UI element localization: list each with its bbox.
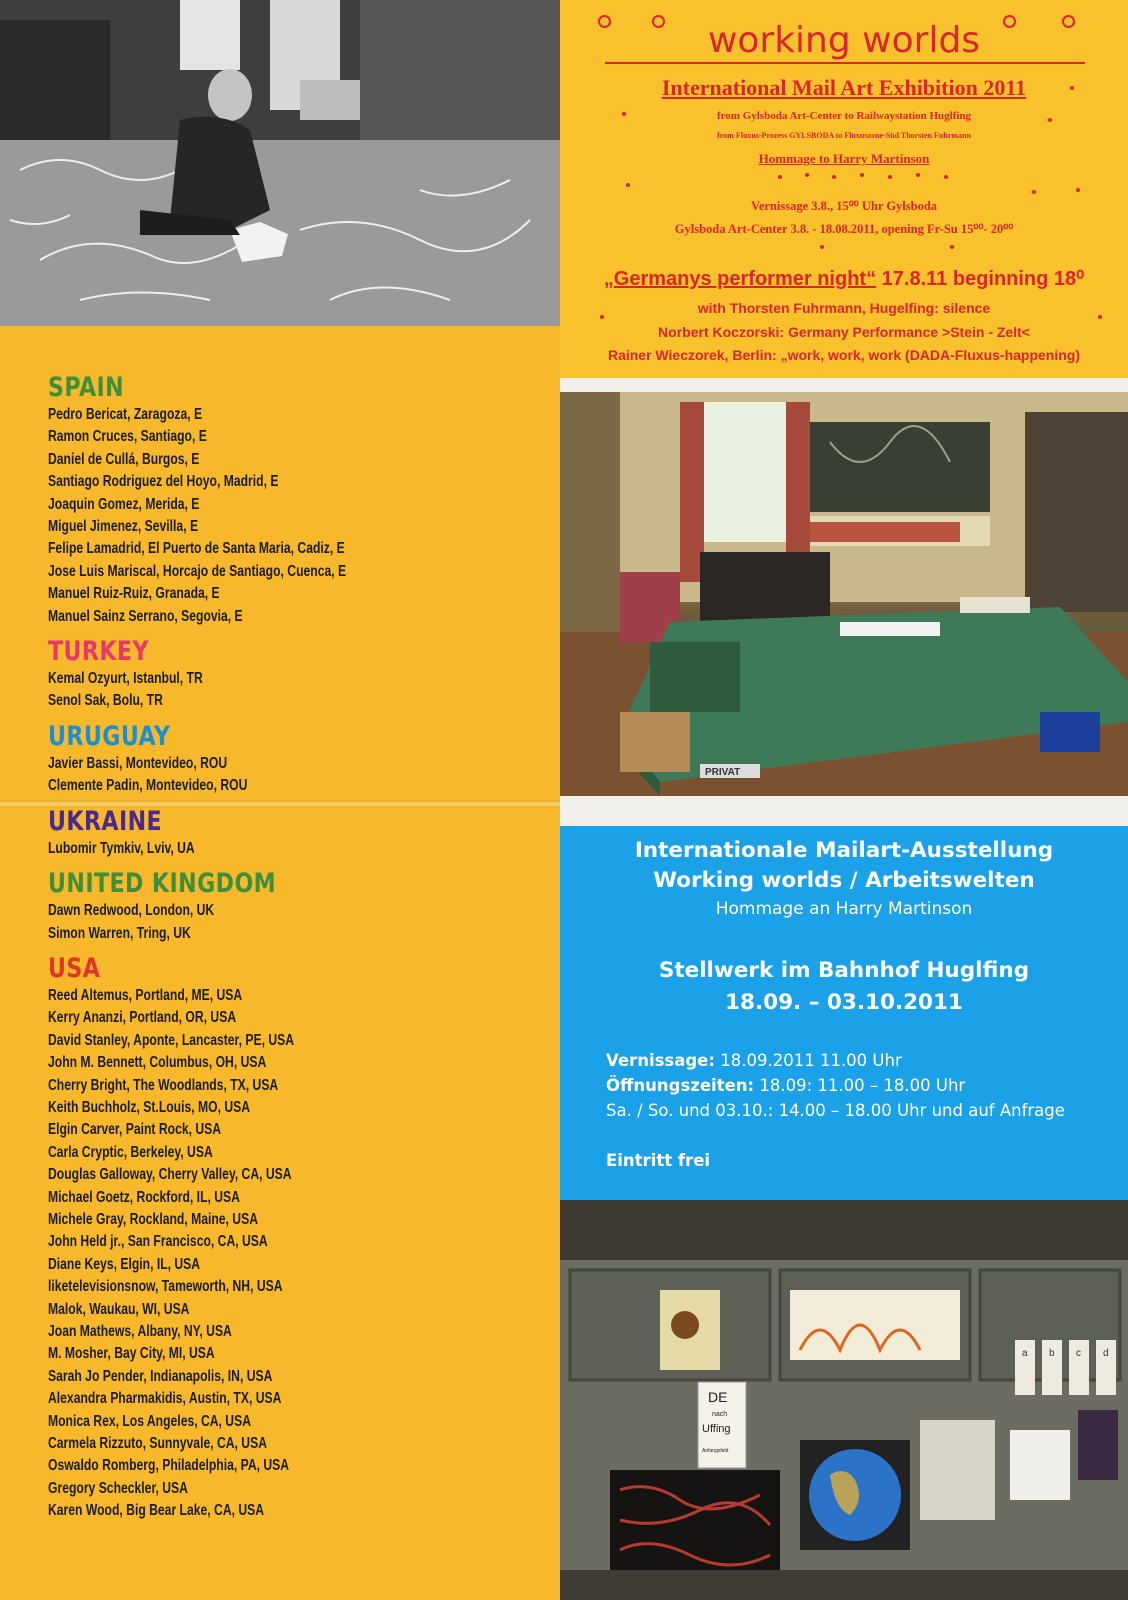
artist-entry: Kerry Ananzi, Portland, OR, USA (48, 1009, 237, 1027)
info-dates: 18.09. – 03.10.2011 (725, 990, 963, 1015)
artist-entry: Sarah Jo Pender, Indianapolis, IN, USA (48, 1367, 273, 1385)
route-line-2: from Fluxus-Prozess GYLSBODA to Fluxuszone-Süd Thorsten Fuhrmann (717, 131, 971, 140)
artist-entry: Manuel Sainz Serrano, Segovia, E (48, 607, 243, 625)
box-letter: b (1049, 1348, 1055, 1359)
performer-night-title (560, 266, 1128, 291)
decor-dot (805, 173, 809, 177)
route-line-1: from Gylsboda Art-Center to Railwaystation Huglfing (716, 110, 972, 122)
artist-entry: Joaquin Gomez, Merida, E (48, 495, 200, 513)
decor-dot (888, 175, 892, 179)
artist-list (48, 364, 548, 1523)
opening-line: Gylsboda Art-Center 3.8. - 18.08.2011, opening Fr-Su 15⁰⁰- 20⁰⁰ (674, 222, 1014, 236)
artist-entry: Javier Bassi, Montevideo, ROU (48, 754, 228, 772)
artist-entry: Monica Rex, Los Angeles, CA, USA (48, 1412, 251, 1430)
decor-dot (1032, 190, 1036, 194)
artist-entry: Lubomir Tymkiv, Lviv, UA (48, 839, 195, 857)
exhibition-title: International Mail Art Exhibition 2011 (661, 75, 1027, 100)
artist-entry: Cherry Bright, The Woodlands, TX, USA (48, 1076, 279, 1094)
box-card-uffing: Uffing (702, 1423, 731, 1435)
decor-dot (950, 245, 954, 249)
decor-dot (832, 175, 836, 179)
signal-box-photo (560, 1200, 1128, 1600)
info-vernissage (606, 1048, 1086, 1073)
info-heading-1: Internationale Mailart-Ausstellung (634, 838, 1054, 863)
artist-entry: Dawn Redwood, London, UK (48, 902, 215, 920)
artist-photo-illustration (0, 0, 560, 326)
decor-dot (1048, 118, 1052, 122)
artist-entry: Diane Keys, Elgin, IL, USA (48, 1255, 201, 1273)
artist-entry: Carla Cryptic, Berkeley, USA (48, 1143, 213, 1161)
artist-entry: Malok, Waukau, WI, USA (48, 1300, 190, 1318)
country-heading: TURKEY (48, 636, 149, 668)
country-heading: UKRAINE (48, 805, 163, 837)
decor-dot (1076, 188, 1080, 192)
info-hours-extra: Sa. / So. und 03.10.: 14.00 – 18.00 Uhr und auf Anfrage (606, 1101, 1065, 1120)
artist-photo (0, 0, 560, 326)
artist-entry: Michele Gray, Rockland, Maine, USA (48, 1210, 258, 1228)
vernissage-line: Vernissage 3.8., 15⁰⁰ Uhr Gylsboda (750, 199, 938, 213)
box-letter: c (1076, 1348, 1081, 1359)
artist-entry: Pedro Bericat, Zaragoza, E (48, 406, 203, 423)
info-subheading: Hommage an Harry Martinson (715, 899, 973, 919)
room-table-sign: PRIVAT (705, 767, 741, 778)
box-card-anfangsfeld: Anfangsfeld (702, 1448, 729, 1454)
artist-entry: Kemal Ozyurt, Istanbul, TR (48, 670, 203, 688)
hommage-line: Hommage to Harry Martinson (758, 151, 930, 166)
artist-entry: Karen Wood, Big Bear Lake, CA, USA (48, 1502, 265, 1520)
artist-entry: M. Mosher, Bay City, MI, USA (48, 1345, 215, 1363)
decor-dot (1070, 86, 1074, 90)
artist-entry: Daniel de Cullá, Burgos, E (48, 450, 200, 468)
artist-entry: John Held jr., San Francisco, CA, USA (48, 1233, 268, 1251)
info-venue: Stellwerk im Bahnhof Huglfing (658, 958, 1030, 983)
artist-entry: Ramon Cruces, Santiago, E (48, 428, 207, 446)
artist-entry: Jose Luis Mariscal, Horcajo de Santiago, Cuenca, E (48, 562, 347, 580)
artist-entry: Alexandra Pharmakidis, Austin, TX, USA (48, 1390, 282, 1408)
country-heading: SPAIN (48, 372, 125, 403)
artist-entry: Oswaldo Romberg, Philadelphia, PA, USA (48, 1457, 290, 1475)
artist-entry: Felipe Lamadrid, El Puerto de Santa Maria, Cadiz, E (48, 540, 345, 558)
country-heading: USA (48, 952, 101, 984)
gallery-room-illustration (560, 392, 1128, 796)
artist-entry: Clemente Padin, Montevideo, ROU (48, 777, 248, 795)
artist-entry: John M. Bennett, Columbus, OH, USA (48, 1054, 267, 1072)
decor-dot (860, 173, 864, 177)
decor-dot (916, 173, 920, 177)
artist-entry: Joan Mathews, Albany, NY, USA (48, 1323, 232, 1340)
hours-value: 18.09: 11.00 – 18.00 Uhr (754, 1076, 966, 1095)
artist-entry: Michael Goetz, Rockford, IL, USA (48, 1188, 240, 1206)
signal-box-illustration (560, 1200, 1128, 1600)
performer-1: with Thorsten Fuhrmann, Hugelfing: silence (697, 300, 991, 316)
artist-entry: Gregory Scheckler, USA (48, 1479, 188, 1497)
flyer-title: working worlds (707, 20, 981, 61)
exhibition-info-panel (560, 826, 1128, 1200)
info-entry: Eintritt frei (606, 1151, 711, 1170)
artist-entry: Miguel Jimenez, Sevilla, E (48, 518, 199, 536)
box-card-de: DE (708, 1389, 728, 1405)
artist-entry: Elgin Carver, Paint Rock, USA (48, 1121, 222, 1139)
decor-dot (820, 245, 824, 249)
vernissage-label: Vernissage: (606, 1051, 715, 1070)
info-heading-2: Working worlds / Arbeitswelten (653, 868, 1035, 893)
decor-dot (626, 183, 630, 187)
decor-dot (778, 175, 782, 179)
artist-entry: Keith Buchholz, St.Louis, MO, USA (48, 1098, 251, 1116)
artist-entry: Manuel Ruiz-Ruiz, Granada, E (48, 585, 220, 603)
box-letter: d (1103, 1348, 1109, 1359)
country-heading: URUGUAY (48, 720, 171, 752)
performer-night-date: 17.8.11 beginning 18⁰ (876, 268, 1085, 290)
artist-entry: liketelevisionsnow, Tameworth, NH, USA (48, 1278, 283, 1296)
performer-3: Rainer Wieczorek, Berlin: „work, work, work (DADA-Fluxus-happening) (607, 347, 1081, 363)
artist-entry: Douglas Galloway, Cherry Valley, CA, USA (48, 1166, 292, 1184)
box-card-nach: nach (712, 1411, 728, 1418)
vernissage-value: 18.09.2011 11.00 Uhr (714, 1051, 902, 1070)
box-letter: a (1022, 1348, 1028, 1359)
hours-label: Öffnungszeiten: (606, 1076, 755, 1095)
artist-entry: Senol Sak, Bolu, TR (48, 692, 163, 710)
artist-entry: Santiago Rodriguez del Hoyo, Madrid, E (48, 473, 279, 491)
artist-entry: Carmela Rizzuto, Sunnyvale, CA, USA (48, 1435, 267, 1453)
title-underline (605, 62, 1085, 64)
decor-dot (622, 112, 626, 116)
performer-2: Norbert Koczorski: Germany Performance >Stein - Zelt< (658, 324, 1030, 340)
decor-dot (944, 175, 948, 179)
artist-entry: Reed Altemus, Portland, ME, USA (48, 986, 243, 1004)
artist-entry: Simon Warren, Tring, UK (48, 924, 191, 942)
artist-entry: David Stanley, Aponte, Lancaster, PE, USA (48, 1031, 295, 1049)
country-heading: UNITED KINGDOM (48, 868, 277, 900)
info-hours (606, 1073, 1086, 1098)
performer-night-name: „Germanys performer night“ (603, 268, 877, 290)
gallery-room-photo (560, 392, 1128, 796)
exhibition-flyer (560, 0, 1128, 378)
